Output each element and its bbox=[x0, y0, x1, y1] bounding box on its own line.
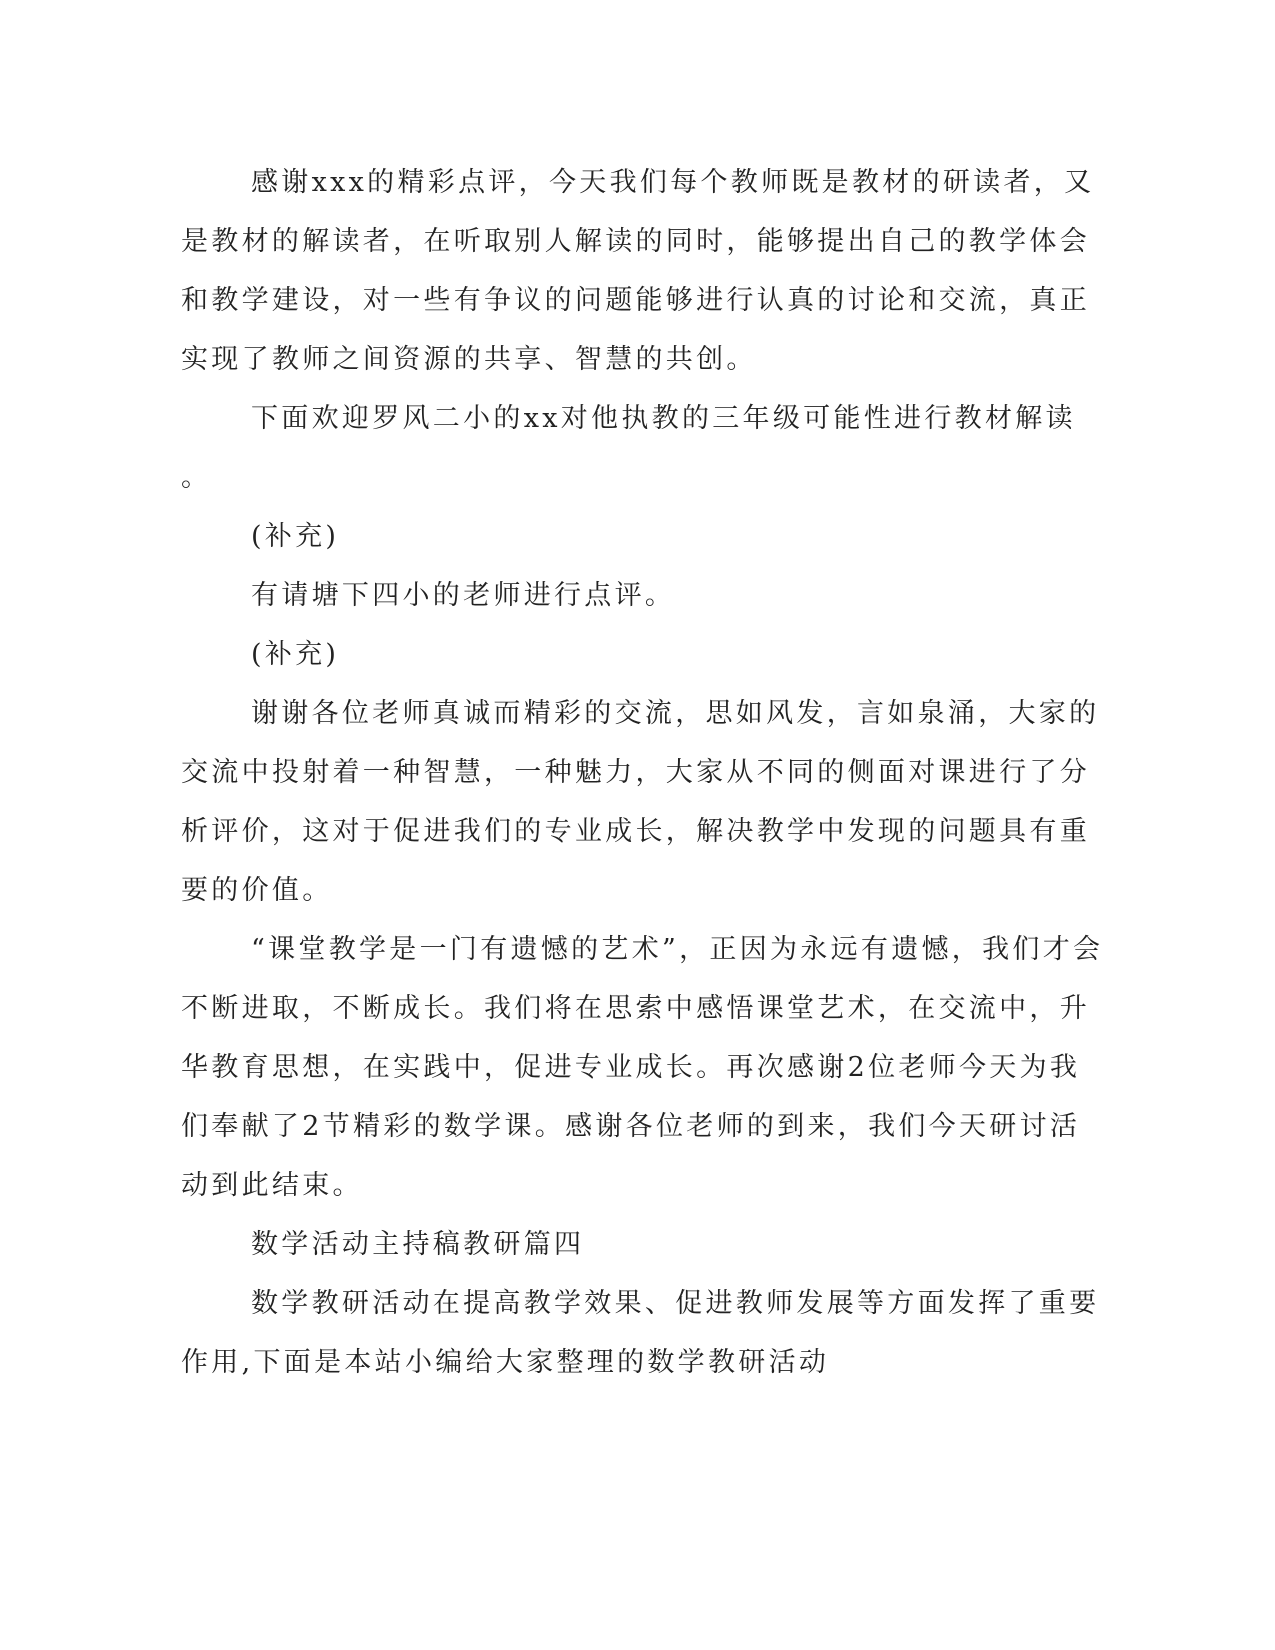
paragraph-line: 数学教研活动在提高教学效果、促进教师发展等方面发挥了重要 bbox=[251, 1288, 1100, 1319]
paragraph-line: (补充) bbox=[251, 521, 340, 552]
paragraph-line: 要的价值。 bbox=[181, 875, 333, 906]
paragraph-line: 华教育思想，在实践中，促进专业成长。再次感谢2位老师今天为我 bbox=[181, 1052, 1081, 1083]
paragraph-line: 是教材的解读者，在听取别人解读的同时，能够提出自己的教学体会 bbox=[181, 226, 1090, 257]
section-heading: 数学活动主持稿教研篇四 bbox=[251, 1229, 585, 1260]
paragraph-line: 和教学建设，对一些有争议的问题能够进行认真的讨论和交流，真正 bbox=[181, 285, 1090, 316]
paragraph-line: 谢谢各位老师真诚而精彩的交流，思如风发，言如泉涌，大家的 bbox=[251, 698, 1100, 729]
paragraph-line: “课堂教学是一门有遗憾的艺术”，正因为永远有遗憾，我们才会 bbox=[251, 934, 1104, 965]
paragraph-line: 动到此结束。 bbox=[181, 1170, 363, 1201]
paragraph-line: (补充) bbox=[251, 639, 340, 670]
paragraph-line: 们奉献了2节精彩的数学课。感谢各位老师的到来，我们今天研讨活 bbox=[181, 1111, 1081, 1142]
paragraph-line: 。 bbox=[181, 462, 212, 493]
document-body bbox=[181, 153, 1104, 1392]
paragraph-line: 感谢xxx的精彩点评，今天我们每个教师既是教材的研读者，又 bbox=[251, 167, 1095, 198]
paragraph-line: 不断进取，不断成长。我们将在思索中感悟课堂艺术，在交流中，升 bbox=[181, 993, 1090, 1024]
paragraph-line: 析评价，这对于促进我们的专业成长，解决教学中发现的问题具有重 bbox=[181, 816, 1090, 847]
paragraph-line: 有请塘下四小的老师进行点评。 bbox=[251, 580, 676, 611]
paragraph-line: 下面欢迎罗风二小的xx对他执教的三年级可能性进行教材解读 bbox=[251, 403, 1076, 434]
paragraph-line: 作用,下面是本站小编给大家整理的数学教研活动 bbox=[181, 1347, 830, 1378]
paragraph-line: 交流中投射着一种智慧，一种魅力，大家从不同的侧面对课进行了分 bbox=[181, 757, 1090, 788]
paragraph-line: 实现了教师之间资源的共享、智慧的共创。 bbox=[181, 344, 757, 375]
